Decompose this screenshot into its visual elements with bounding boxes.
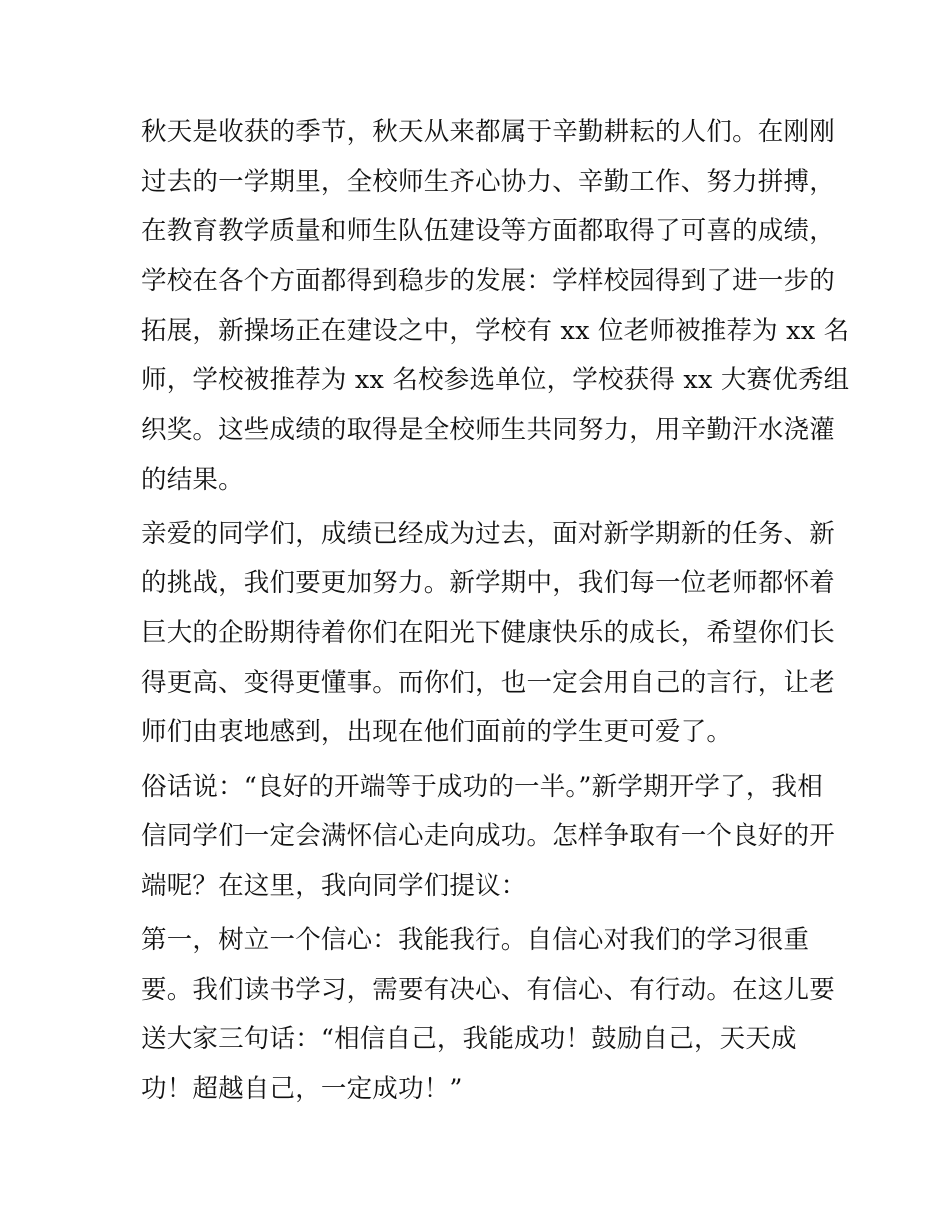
text-line: 在教育教学质量和师生队伍建设等方面都取得了可喜的成绩， [141, 216, 835, 246]
text-line: 织奖。这些成绩的取得是全校师生共同努力，用辛勤汗水浇灌 [141, 415, 835, 445]
text-line: 送大家三句话：“相信自己，我能成功！鼓励自己，天天成 [141, 1024, 797, 1054]
text-line: 师们由衷地感到，出现在他们面前的学生更可爱了。 [141, 717, 733, 747]
text-line: 学校在各个方面都得到稳步的发展：学样校园得到了进一步的 [141, 266, 835, 296]
text-line: 秋天是收获的季节，秋天从来都属于辛勤耕耘的人们。在刚刚 [141, 117, 835, 147]
text-line: 亲爱的同学们，成绩已经成为过去，面对新学期新的任务、新 [141, 519, 835, 549]
text-line: 过去的一学期里，全校师生齐心协力、辛勤工作、努力拼搏， [141, 167, 835, 197]
text-line: 得更高、变得更懂事。而你们，也一定会用自己的言行，让老 [141, 668, 835, 698]
text-line: 要。我们读书学习，需要有决心、有信心、有行动。在这儿要 [141, 975, 835, 1005]
text-line: 的结果。 [141, 465, 244, 495]
text-line: 拓展，新操场正在建设之中，学校有 xx 位老师被推荐为 xx 名 [141, 316, 850, 346]
text-line: 端呢？在这里，我向同学们提议： [141, 871, 527, 901]
text-line: 俗话说：“良好的开端等于成功的一半。”新学期开学了，我相 [141, 772, 823, 802]
text-line: 师，学校被推荐为 xx 名校参选单位，学校获得 xx 大赛优秀组 [141, 365, 850, 395]
text-line: 信同学们一定会满怀信心走向成功。怎样争取有一个良好的开 [141, 821, 835, 851]
text-line: 巨大的企盼期待着你们在阳光下健康快乐的成长，希望你们长 [141, 618, 835, 648]
text-line: 的挑战，我们要更加努力。新学期中，我们每一位老师都怀着 [141, 568, 835, 598]
text-line: 功！超越自己，一定成功！” [141, 1074, 463, 1104]
text-line: 第一，树立一个信心：我能我行。自信心对我们的学习很重 [141, 925, 810, 955]
